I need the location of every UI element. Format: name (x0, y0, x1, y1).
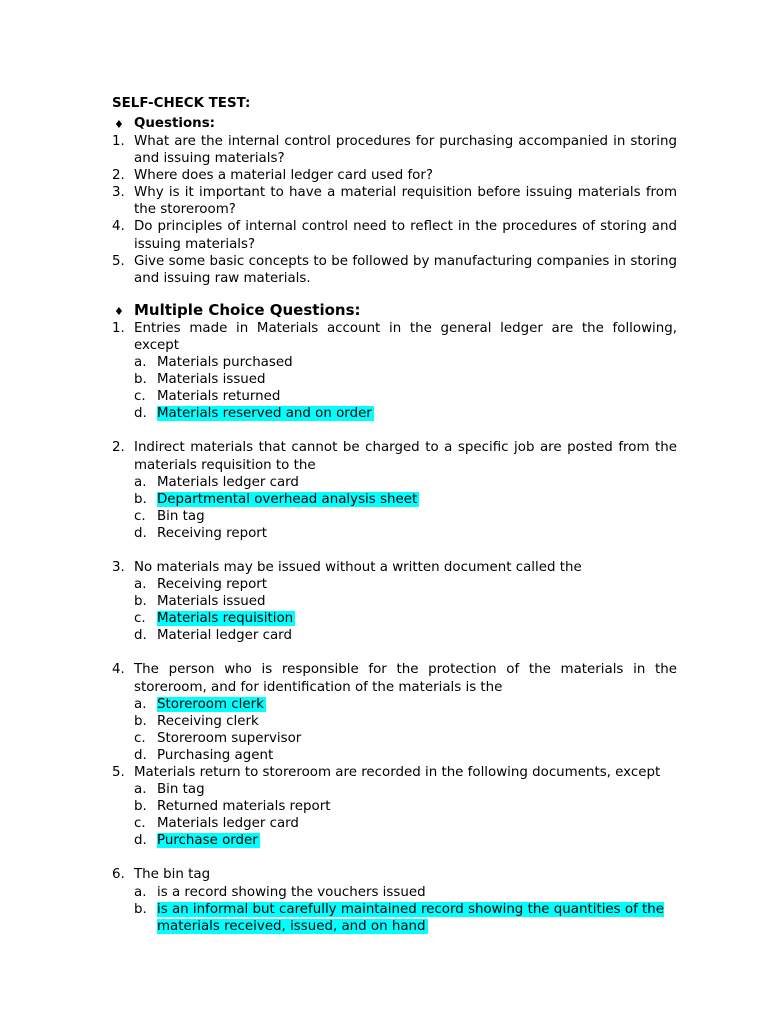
diamond-bullet-icon: ♦ (114, 304, 124, 318)
questions-list (112, 133, 677, 287)
mcq-option (112, 508, 677, 525)
mcq-option (112, 815, 677, 832)
option-text: Returned materials report (157, 799, 331, 815)
option-text: Materials reserved and on order (157, 406, 372, 422)
mcq-text: No materials may be issued without a written document called the (134, 559, 582, 575)
mcq-option (112, 525, 677, 542)
option-text: Materials purchased (157, 355, 293, 371)
question-text: Why is it important to have a material requisition before issuing materials from the storeroom? (134, 185, 677, 218)
question-text: Give some basic concepts to be followed by manufacturing companies in storing and issuing raw materials. (134, 253, 677, 286)
mcq-option (112, 388, 677, 405)
question-number: 2. (112, 168, 125, 184)
mcq-option-highlighted (112, 901, 677, 935)
mcq-option (112, 593, 677, 610)
mcq-option (112, 627, 677, 644)
option-text: Materials issued (157, 372, 266, 388)
option-letter: d. (134, 833, 147, 849)
questions-heading-label: Questions: (134, 116, 216, 131)
questions-heading (112, 115, 677, 133)
mcq-text: The person who is responsible for the protection of the materials in the storeroom, and for identification of the materials is the (134, 662, 677, 695)
question-spacer (112, 542, 677, 559)
mcq-heading (112, 300, 677, 320)
option-letter: c. (134, 816, 146, 832)
question-item (112, 133, 677, 167)
mcq-question (112, 320, 677, 423)
mcq-number: 4. (112, 662, 125, 678)
option-letter: d. (134, 628, 147, 644)
mcq-text: Materials return to storeroom are recorded in the following documents, except (134, 765, 661, 780)
option-text: Storeroom clerk (157, 696, 264, 712)
option-letter: d. (134, 747, 147, 763)
mcq-option-highlighted (112, 696, 677, 713)
option-letter: a. (134, 355, 147, 371)
option-text: Purchase order (157, 833, 258, 849)
mcq-number: 3. (112, 559, 125, 575)
mcq-option-highlighted (112, 491, 677, 508)
option-letter: c. (134, 389, 146, 405)
mcq-number: 6. (112, 867, 125, 883)
option-letter: b. (134, 491, 147, 507)
option-letter: b. (134, 799, 147, 815)
option-text: Receiving clerk (157, 713, 259, 729)
mcq-question (112, 764, 677, 849)
question-item (112, 167, 677, 184)
option-letter: a. (134, 782, 147, 798)
mcq-option (112, 730, 677, 747)
option-letter: b. (134, 372, 147, 388)
question-number: 1. (112, 134, 125, 149)
diamond-bullet-icon: ♦ (114, 118, 124, 131)
mcq-text: Indirect materials that cannot be charged to a specific job are posted from the materials requisition to the (134, 440, 677, 473)
mcq-option-highlighted (112, 610, 677, 627)
mcq-stem (112, 866, 677, 883)
option-text: Bin tag (157, 508, 205, 524)
option-letter: b. (134, 594, 147, 610)
mcq-question (112, 661, 677, 764)
mcq-option (112, 713, 677, 730)
option-letter: d. (134, 525, 147, 541)
mcq-option-highlighted (112, 832, 677, 849)
mcq-heading-label: Multiple Choice Questions: (134, 300, 361, 319)
mcq-option (112, 371, 677, 388)
mcq-question (112, 559, 677, 644)
option-text: Bin tag (157, 782, 205, 798)
question-item (112, 184, 677, 218)
question-spacer (112, 422, 677, 439)
mcq-text: Entries made in Materials account in the general ledger are the following, except (134, 320, 677, 353)
question-spacer (112, 849, 677, 866)
mcq-option (112, 354, 677, 371)
document-content (112, 95, 677, 935)
option-letter: c. (134, 730, 146, 746)
section-spacer (112, 287, 677, 300)
option-letter: c. (134, 508, 146, 524)
question-item (112, 218, 677, 252)
option-text: Storeroom supervisor (157, 730, 302, 746)
option-text: Materials issued (157, 594, 266, 610)
mcq-question (112, 439, 677, 542)
mcq-option (112, 747, 677, 764)
option-letter: d. (134, 406, 147, 422)
option-text: Receiving report (157, 577, 268, 593)
option-letter: c. (134, 611, 146, 627)
mcq-option (112, 781, 677, 798)
question-text: Where does a material ledger card used for? (134, 168, 433, 184)
mcq-number: 1. (112, 320, 125, 336)
mcq-stem (112, 559, 677, 576)
mcq-number: 2. (112, 440, 125, 456)
question-text: What are the internal control procedures for purchasing accompanied in storing and issuing materials? (134, 134, 677, 167)
mcq-stem (112, 661, 677, 695)
option-text: Material ledger card (157, 628, 292, 644)
mcq-option (112, 474, 677, 491)
mcq-option-highlighted (112, 405, 677, 422)
option-letter: b. (134, 901, 147, 917)
option-text: Purchasing agent (157, 747, 274, 763)
page-title: SELF-CHECK TEST: (112, 96, 251, 111)
option-letter: a. (134, 474, 147, 490)
mcq-stem (112, 320, 677, 354)
option-text: is an informal but carefully maintained record showing the quantities of the materials received, issued, and on hand (157, 901, 665, 934)
option-text: Receiving report (157, 525, 268, 541)
mcq-question (112, 866, 677, 934)
question-text: Do principles of internal control need to reflect in the procedures of storing and issuing materials? (134, 219, 677, 252)
option-text: Materials requisition (157, 611, 294, 627)
mcq-option (112, 884, 677, 901)
mcq-stem (112, 764, 677, 781)
mcq-number: 5. (112, 765, 125, 780)
option-letter: a. (134, 577, 147, 593)
option-letter: a. (134, 696, 147, 712)
option-text: is a record showing the vouchers issued (157, 884, 426, 900)
question-number: 5. (112, 253, 125, 269)
option-letter: b. (134, 713, 147, 729)
option-text: Materials ledger card (157, 816, 299, 832)
mcq-option (112, 798, 677, 815)
mcq-option (112, 576, 677, 593)
question-spacer (112, 644, 677, 661)
question-number: 3. (112, 185, 125, 201)
mcq-stem (112, 439, 677, 473)
option-text: Materials returned (157, 389, 281, 405)
option-letter: a. (134, 884, 147, 900)
question-number: 4. (112, 219, 125, 235)
option-text: Materials ledger card (157, 474, 299, 490)
option-text: Departmental overhead analysis sheet (157, 491, 418, 507)
question-item (112, 253, 677, 287)
mcq-text: The bin tag (134, 867, 211, 883)
